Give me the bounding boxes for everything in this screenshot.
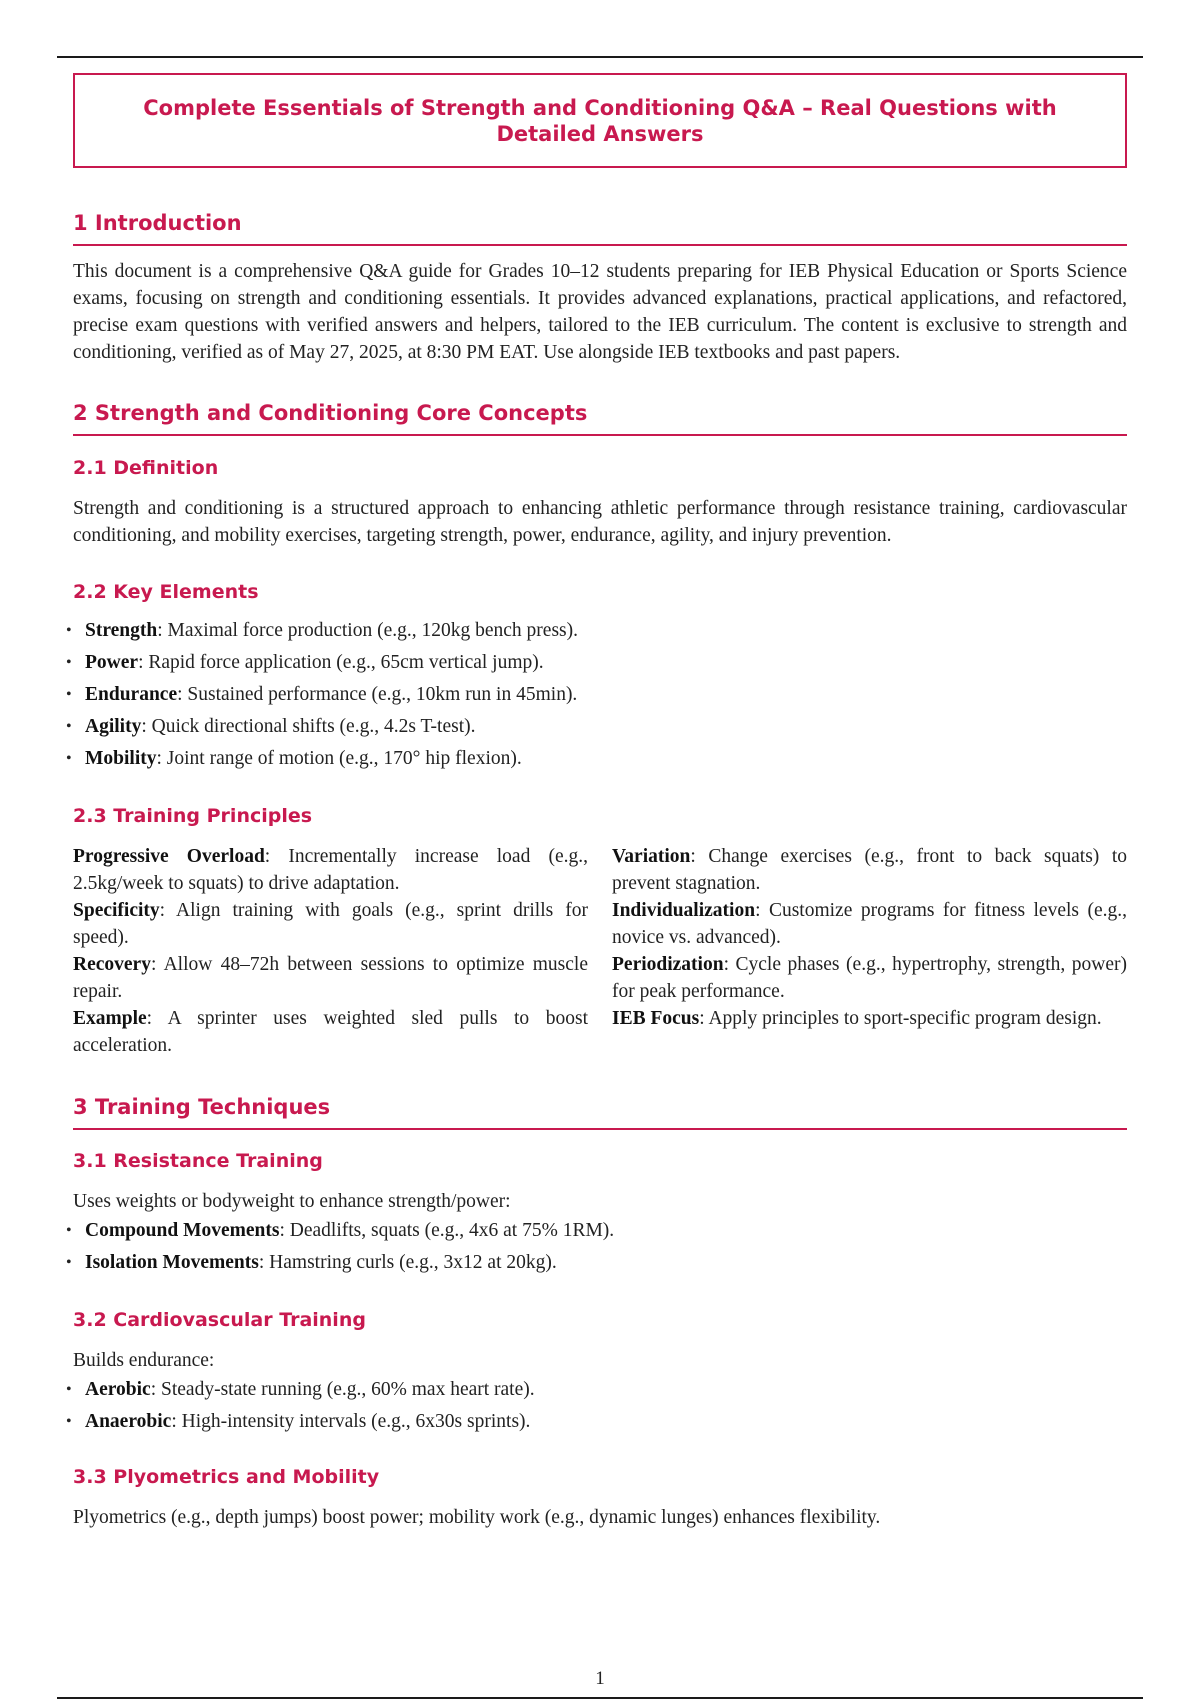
principle-item (73, 1005, 588, 1059)
list-item (73, 743, 1127, 775)
list-item-term: Agility (85, 716, 142, 737)
list-item (73, 647, 1127, 679)
top-rule (57, 56, 1143, 58)
principle-desc: : Customize programs for fitness levels (e.g., novice vs. advanced). (612, 900, 1127, 948)
principle-term: Individualization (612, 900, 756, 921)
principle-desc: : Cycle phases (e.g., hypertrophy, strength, power) for peak performance. (612, 954, 1127, 1002)
list-item-desc: : Deadlifts, squats (e.g., 4x6 at 75% 1RM). (279, 1220, 615, 1241)
page-content (73, 73, 1127, 1531)
list-item (73, 679, 1127, 711)
list-item-term: Aerobic (85, 1379, 151, 1400)
list-item (73, 1215, 1127, 1247)
principle-item (612, 1005, 1127, 1032)
section-heading-training-techniques: 3 Training Techniques (73, 1095, 1127, 1130)
principle-desc: : Apply principles to sport-specific program design. (699, 1008, 1102, 1029)
principle-term: IEB Focus (612, 1008, 700, 1029)
subsection-heading-plyometrics-mobility: 3.3 Plyometrics and Mobility (73, 1466, 380, 1488)
principle-desc: : Allow 48–72h between sessions to optimize muscle repair. (73, 954, 588, 1002)
list-item-term: Isolation Movements (85, 1252, 259, 1273)
principle-term: Variation (612, 846, 691, 867)
list-item (73, 1374, 1127, 1406)
page-number: 1 (595, 1668, 605, 1689)
list-item-term: Mobility (85, 748, 157, 769)
principle-term: Specificity (73, 900, 160, 921)
principles-right-column (612, 843, 1127, 1059)
list-item (73, 1247, 1127, 1279)
plyometrics-paragraph: Plyometrics (e.g., depth jumps) boost power; mobility work (e.g., dynamic lunges) enhances flexibility. (73, 1507, 881, 1528)
list-item (73, 615, 1127, 647)
principle-term: Periodization (612, 954, 724, 975)
section-heading-introduction: 1 Introduction (73, 211, 1127, 246)
principle-item (73, 897, 588, 951)
resistance-list (73, 1215, 1127, 1279)
principle-item (612, 843, 1127, 897)
list-item-term: Power (85, 652, 139, 673)
list-item-desc: : Steady-state running (e.g., 60% max heart rate). (150, 1379, 535, 1400)
principle-item (612, 951, 1127, 1005)
subsection-heading-definition: 2.1 Definition (73, 457, 219, 479)
document-title: Complete Essentials of Strength and Conditioning Q&A – Real Questions with Detailed Answers (73, 73, 1127, 168)
bottom-rule (57, 1697, 1143, 1699)
principles-left-column (73, 843, 588, 1059)
principle-item (73, 951, 588, 1005)
list-item-desc: : Rapid force application (e.g., 65cm vertical jump). (138, 652, 544, 673)
subsection-heading-key-elements: 2.2 Key Elements (73, 581, 259, 603)
principle-desc: : Change exercises (e.g., front to back squats) to prevent stagnation. (612, 846, 1127, 894)
list-item-term: Anaerobic (85, 1411, 172, 1432)
list-item (73, 711, 1127, 743)
principle-desc: : A sprinter uses weighted sled pulls to boost acceleration. (73, 1008, 588, 1056)
subsection-heading-cardiovascular-training: 3.2 Cardiovascular Training (73, 1309, 366, 1331)
key-elements-list (73, 615, 1127, 775)
list-item-desc: : Quick directional shifts (e.g., 4.2s T-test). (141, 716, 476, 737)
cardio-list (73, 1374, 1127, 1438)
section-heading-core-concepts: 2 Strength and Conditioning Core Concepts (73, 401, 1127, 436)
list-item-desc: : Sustained performance (e.g., 10km run in 45min). (177, 684, 578, 705)
subsection-heading-training-principles: 2.3 Training Principles (73, 805, 313, 827)
principle-item (612, 897, 1127, 951)
principle-term: Recovery (73, 954, 151, 975)
subsection-heading-resistance-training: 3.1 Resistance Training (73, 1150, 323, 1172)
list-item-term: Compound Movements (85, 1220, 280, 1241)
list-item-desc: : High-intensity intervals (e.g., 6x30s sprints). (171, 1411, 531, 1432)
principle-desc: : Incrementally increase load (e.g., 2.5kg/week to squats) to drive adaptation. (73, 846, 588, 894)
principle-desc: : Align training with goals (e.g., sprint drills for speed). (73, 900, 588, 948)
list-item-desc: : Joint range of motion (e.g., 170° hip flexion). (156, 748, 522, 769)
list-item-term: Endurance (85, 684, 178, 705)
cardio-intro: Builds endurance: (73, 1350, 215, 1371)
list-item-desc: : Hamstring curls (e.g., 3x12 at 20kg). (258, 1252, 557, 1273)
list-item (73, 1406, 1127, 1438)
list-item-desc: : Maximal force production (e.g., 120kg bench press). (157, 620, 578, 641)
definition-paragraph: Strength and conditioning is a structured approach to enhancing athletic performance through resistance training, cardiovascular conditioning, and mobility exercises, targeting strength, power, endurance, agility, and injury prevention. (73, 498, 1127, 546)
training-principles-columns (73, 843, 1127, 1059)
resistance-intro: Uses weights or bodyweight to enhance strength/power: (73, 1191, 511, 1212)
principle-term: Progressive Overload (73, 846, 265, 867)
principle-term: Example (73, 1008, 147, 1029)
principle-item (73, 843, 588, 897)
list-item-term: Strength (85, 620, 158, 641)
introduction-paragraph: This document is a comprehensive Q&A guide for Grades 10–12 students preparing for IEB Physical Education or Sports Science exams, focusing on strength and conditioning essentials. It provides advanced explanations, practical applications, and refactored, precise exam questions with verified answers and helpers, tailored to the IEB curriculum. The content is exclusive to strength and conditioning, verified as of May 27, 2025, at 8:30 PM EAT. Use alongside IEB textbooks and past papers. (73, 261, 1127, 363)
